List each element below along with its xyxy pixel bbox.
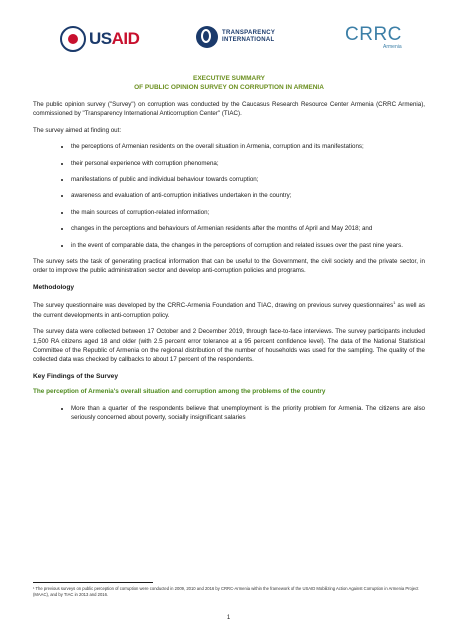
crrc-logo: CRRC Armenia [345, 24, 402, 50]
list-item: • manifestations of public and individual behaviour towards corruption; [71, 175, 425, 184]
usaid-wordmark: USAID [89, 29, 140, 48]
key-findings-heading: Key Findings of the Survey [33, 372, 119, 380]
aims-list [33, 142, 425, 250]
usaid-logo [60, 26, 139, 52]
footnote: ¹ The previous surveys on public perception of corruption were conducted in 2009, 2010 and 2016 by CRRC-Armenia within the framework of the USAID Mobilizing Action Against Corruption in Armenia Project (MAAC), and by TIAC in 2013 and 2016. [33, 586, 419, 597]
list-item: • their personal experience with corruption phenomena; [71, 159, 425, 168]
list-item: • awareness and evaluation of anti-corruption initiatives undertaken in the country; [71, 191, 425, 200]
list-item: • the perceptions of Armenian residents on the overall situation in Armenia, corruption and its manifestations; [71, 142, 425, 151]
usaid-seal-icon [60, 26, 86, 52]
purpose-paragraph: The survey sets the task of generating practical information that can be useful to the Government, the civil society and the private sector, in order to improve the public administration sector and develop anti-corruption policies and programs. [33, 258, 425, 275]
methodology-heading: Methodology [33, 283, 75, 291]
header-logos [0, 26, 457, 66]
transparency-international-logo [196, 26, 275, 48]
list-item: • in the event of comparable data, the changes in the perceptions of corruption and related issues over the past nine years. [71, 241, 425, 250]
list-item: • More than a quarter of the respondents believe that unemployment is the priority problem for Armenia. The citizens are also seriously concerned about poverty, socially insignificant salaries [71, 404, 425, 423]
ti-globe-icon [196, 26, 218, 48]
methodology-paragraph-2: The survey data were collected between 17 October and 2 December 2019, through face-to-face interviews. The survey participants included 1,500 RA citizens aged 18 and older (with 2.5 percent error tolerance at a 95 percent confidence level). The data of the National Statistical Committee of the Republic of Armenia on the regional distribution of the number of households was used for the sampling. The quality of the collected data was checked by callbacks to about 17 percent of the respondents. [33, 328, 425, 364]
page-number: 1 [226, 615, 231, 621]
list-item: • changes in the perceptions and behaviours of Armenian residents after the months of April and May 2018; and [71, 224, 425, 233]
findings-list [33, 404, 425, 423]
page-title: EXECUTIVE SUMMARY OF PUBLIC OPINION SURVEY ON CORRUPTION IN ARMENIA [134, 75, 324, 91]
aims-intro: The survey aimed at finding out: [33, 126, 122, 134]
ti-wordmark: TRANSPARENCY INTERNATIONAL [222, 30, 276, 43]
list-item: • the main sources of corruption-related information; [71, 208, 425, 217]
findings-subheading: The perception of Armenia's overall situation and corruption among the problems of the country [33, 388, 326, 396]
footnote-divider [33, 582, 153, 583]
footnote-ref[interactable]: 1 [393, 300, 396, 306]
document-body [33, 75, 425, 429]
methodology-paragraph-1: The survey questionnaire was developed by the CRRC-Armenia Foundation and TIAC, drawing on previous survey questionnaires$^1$ as well as the current developments in anti-corruption policy. [33, 300, 426, 319]
intro-paragraph: The public opinion survey ("Survey") on corruption was conducted by the Caucasus Research Resource Center Armenia (CRRC Armenia), commissioned by "Transparency International Anticorruption Center" (TIAC). [33, 101, 425, 118]
